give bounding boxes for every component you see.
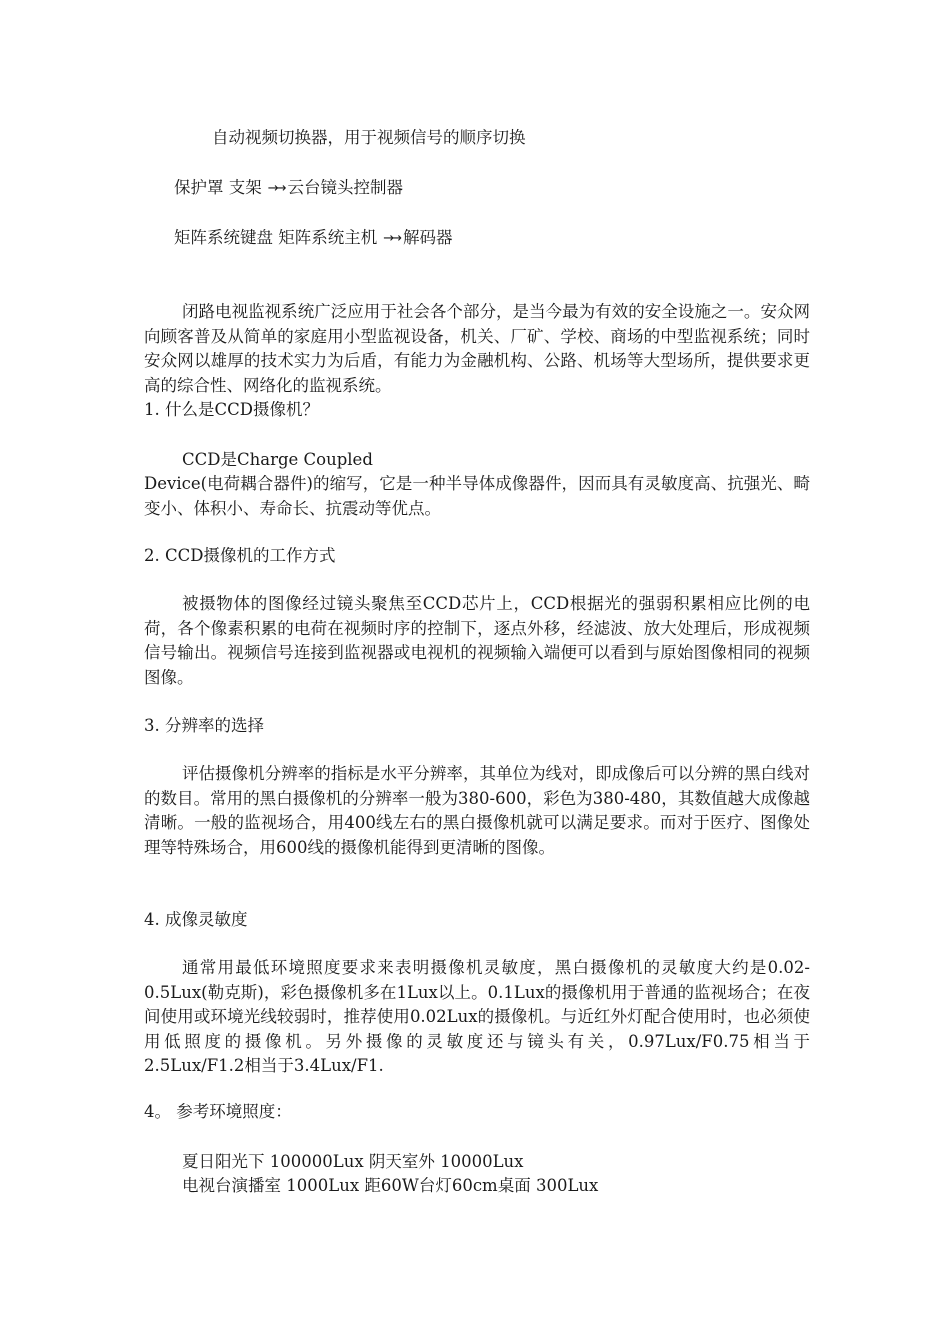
section-1-body-line-1: CCD是Charge Coupled bbox=[182, 450, 373, 469]
arrow-icon: →→ bbox=[383, 231, 400, 246]
intro-line-3 bbox=[174, 230, 453, 247]
section-5-heading: 4。 参考环境照度： bbox=[144, 1102, 292, 1121]
intro-line-3-left: 矩阵系统键盘 矩阵系统主机 bbox=[174, 228, 378, 247]
section-1-heading: 1. 什么是CCD摄像机？ bbox=[144, 400, 319, 419]
section-2-heading: 2. CCD摄像机的工作方式 bbox=[144, 546, 336, 565]
intro-line-2-right: 云台镜头控制器 bbox=[287, 178, 404, 197]
section-3-body: 评估摄像机分辨率的指标是水平分辨率，其单位为线对，即成像后可以分辨的黑白线对的数目。常用的黑白摄像机的分辨率一般为380-600，彩色为380-480，其数值越大成像越清晰。一般的监视场合，用400线左右的黑白摄像机就可以满足要求。而对于医疗、图像处理等特殊场合，用600线的摄像机能得到更清晰的图像。 bbox=[144, 764, 810, 857]
illuminance-line-1: 夏日阳光下 100000Lux 阴天室外 10000Lux bbox=[182, 1152, 524, 1171]
section-4-heading: 4. 成像灵敏度 bbox=[144, 910, 248, 929]
intro-line-3-right: 解码器 bbox=[403, 228, 453, 247]
section-3-heading: 3. 分辨率的选择 bbox=[144, 716, 264, 735]
section-4-body: 通常用最低环境照度要求来表明摄像机灵敏度，黑白摄像机的灵敏度大约是0.02-0.5Lux(勒克斯)，彩色摄像机多在1Lux以上。0.1Lux的摄像机用于普通的监视场合；在夜间使用或环境光线较弱时，推荐使用0.02Lux的摄像机。与近红外灯配合使用时，也必须使用低照度的摄像机。另外摄像的灵敏度还与镜头有关，0.97Lux/F0.75相当于2.5Lux/F1.2相当于3.4Lux/F1. bbox=[144, 958, 810, 1076]
overview-paragraph: 闭路电视监视系统广泛应用于社会各个部分，是当今最为有效的安全设施之一。安众网向顾客普及从简单的家庭用小型监视设备，机关、厂矿、学校、商场的中型监视系统；同时安众网以雄厚的技术实力为后盾，有能力为金融机构、公路、机场等大型场所，提供要求更高的综合性、网络化的监视系统。 bbox=[144, 302, 810, 395]
arrow-icon: →→ bbox=[267, 181, 284, 196]
intro-line-2 bbox=[174, 180, 403, 197]
intro-line-1: 自动视频切换器，用于视频信号的顺序切换 bbox=[212, 128, 526, 147]
intro-line-2-left: 保护罩 支架 bbox=[174, 178, 262, 197]
section-2-body: 被摄物体的图像经过镜头聚焦至CCD芯片上，CCD根据光的强弱积累相应比例的电荷，各个像素积累的电荷在视频时序的控制下，逐点外移，经滤波、放大处理后，形成视频信号输出。视频信号连接到监视器或电视机的视频输入端便可以看到与原始图像相同的视频图像。 bbox=[144, 594, 810, 687]
illuminance-line-2: 电视台演播室 1000Lux 距60W台灯60cm桌面 300Lux bbox=[182, 1176, 599, 1195]
section-1-body: Device(电荷耦合器件)的缩写，它是一种半导体成像器件，因而具有灵敏度高、抗强光、畸变小、体积小、寿命长、抗震动等优点。 bbox=[144, 474, 810, 518]
